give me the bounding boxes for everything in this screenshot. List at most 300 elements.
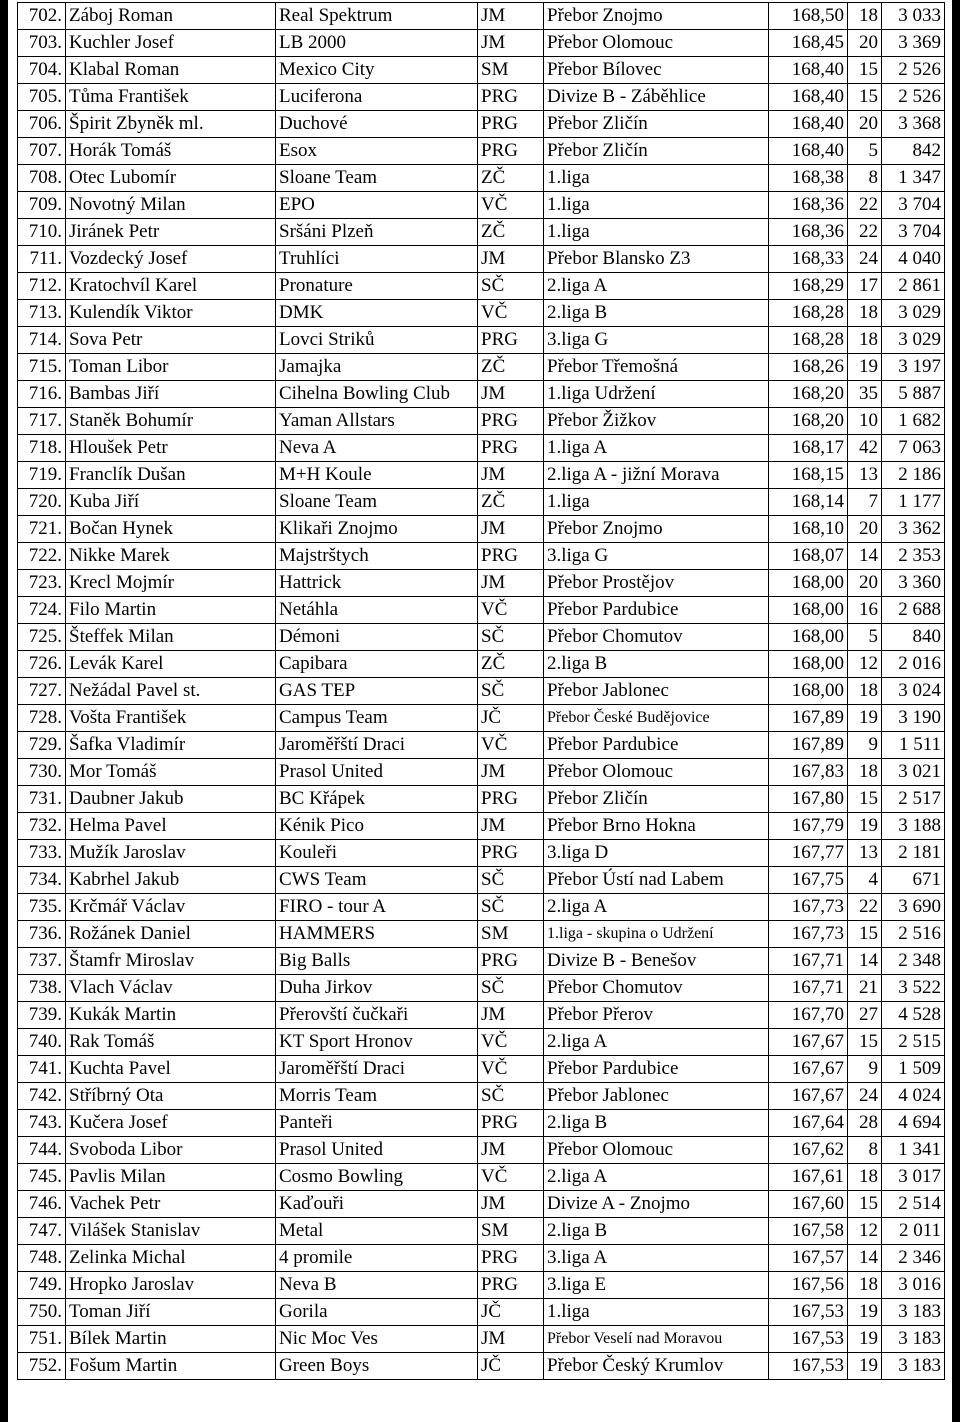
pins-cell: 2 526 <box>882 57 945 84</box>
table-row <box>18 84 945 111</box>
league-cell: Přebor Blansko Z3 <box>544 246 769 273</box>
rank-cell: 739. <box>18 1002 66 1029</box>
rank-cell: 738. <box>18 975 66 1002</box>
team-cell: Lovci Striků <box>276 327 478 354</box>
league-cell: 1.liga <box>544 1299 769 1326</box>
player-name-cell: Franclík Dušan <box>66 462 276 489</box>
pins-cell: 2 514 <box>882 1191 945 1218</box>
player-name-cell: Vozdecký Josef <box>66 246 276 273</box>
average-cell: 168,36 <box>769 219 848 246</box>
pins-cell: 3 188 <box>882 813 945 840</box>
region-cell: SČ <box>478 867 544 894</box>
team-cell: LB 2000 <box>276 30 478 57</box>
player-name-cell: Helma Pavel <box>66 813 276 840</box>
pins-cell: 4 528 <box>882 1002 945 1029</box>
rank-cell: 709. <box>18 192 66 219</box>
player-name-cell: Sova Petr <box>66 327 276 354</box>
table-row <box>18 597 945 624</box>
pins-cell: 3 704 <box>882 192 945 219</box>
games-cell: 20 <box>848 570 882 597</box>
region-cell: SM <box>478 1218 544 1245</box>
games-cell: 13 <box>848 840 882 867</box>
team-cell: Esox <box>276 138 478 165</box>
player-name-cell: Kuchta Pavel <box>66 1056 276 1083</box>
pins-cell: 3 197 <box>882 354 945 381</box>
average-cell: 168,36 <box>769 192 848 219</box>
team-cell: EPO <box>276 192 478 219</box>
table-row <box>18 192 945 219</box>
table-row <box>18 138 945 165</box>
region-cell: ZČ <box>478 651 544 678</box>
table-row <box>18 219 945 246</box>
region-cell: VČ <box>478 300 544 327</box>
player-name-cell: Šafka Vladimír <box>66 732 276 759</box>
team-cell: Capibara <box>276 651 478 678</box>
games-cell: 24 <box>848 1083 882 1110</box>
player-name-cell: Rožánek Daniel <box>66 921 276 948</box>
games-cell: 27 <box>848 1002 882 1029</box>
team-cell: Sloane Team <box>276 489 478 516</box>
team-cell: Campus Team <box>276 705 478 732</box>
league-cell: 2.liga A <box>544 1164 769 1191</box>
region-cell: SČ <box>478 678 544 705</box>
player-name-cell: Bočan Hynek <box>66 516 276 543</box>
rank-cell: 725. <box>18 624 66 651</box>
team-cell: Duchové <box>276 111 478 138</box>
average-cell: 168,00 <box>769 570 848 597</box>
rank-cell: 727. <box>18 678 66 705</box>
rank-cell: 731. <box>18 786 66 813</box>
games-cell: 19 <box>848 813 882 840</box>
region-cell: JM <box>478 516 544 543</box>
league-cell: 1.liga <box>544 192 769 219</box>
region-cell: PRG <box>478 1245 544 1272</box>
player-name-cell: Daubner Jakub <box>66 786 276 813</box>
region-cell: SČ <box>478 624 544 651</box>
games-cell: 15 <box>848 57 882 84</box>
games-cell: 8 <box>848 1137 882 1164</box>
average-cell: 168,00 <box>769 678 848 705</box>
team-cell: GAS TEP <box>276 678 478 705</box>
league-cell: 2.liga A - jižní Morava <box>544 462 769 489</box>
team-cell: Jaroměřští Draci <box>276 1056 478 1083</box>
team-cell: KT Sport Hronov <box>276 1029 478 1056</box>
rank-cell: 722. <box>18 543 66 570</box>
average-cell: 167,71 <box>769 975 848 1002</box>
pins-cell: 2 011 <box>882 1218 945 1245</box>
average-cell: 168,17 <box>769 435 848 462</box>
average-cell: 168,00 <box>769 624 848 651</box>
league-cell: 1.liga A <box>544 435 769 462</box>
player-name-cell: Krčmář Václav <box>66 894 276 921</box>
table-row <box>18 516 945 543</box>
games-cell: 14 <box>848 543 882 570</box>
pins-cell: 3 360 <box>882 570 945 597</box>
player-name-cell: Filo Martin <box>66 597 276 624</box>
league-cell: 3.liga D <box>544 840 769 867</box>
games-cell: 20 <box>848 516 882 543</box>
region-cell: JM <box>478 246 544 273</box>
rank-cell: 746. <box>18 1191 66 1218</box>
league-cell: 2.liga B <box>544 1110 769 1137</box>
player-name-cell: Nikke Marek <box>66 543 276 570</box>
games-cell: 19 <box>848 1299 882 1326</box>
rank-cell: 745. <box>18 1164 66 1191</box>
average-cell: 167,67 <box>769 1056 848 1083</box>
games-cell: 22 <box>848 192 882 219</box>
player-name-cell: Kratochvíl Karel <box>66 273 276 300</box>
games-cell: 22 <box>848 219 882 246</box>
league-cell: Přebor Olomouc <box>544 30 769 57</box>
pins-cell: 671 <box>882 867 945 894</box>
average-cell: 167,53 <box>769 1299 848 1326</box>
games-cell: 15 <box>848 1029 882 1056</box>
player-name-cell: Hropko Jaroslav <box>66 1272 276 1299</box>
pins-cell: 2 516 <box>882 921 945 948</box>
rank-cell: 708. <box>18 165 66 192</box>
player-name-cell: Nežádal Pavel st. <box>66 678 276 705</box>
table-row <box>18 678 945 705</box>
games-cell: 19 <box>848 354 882 381</box>
pins-cell: 3 029 <box>882 300 945 327</box>
table-row <box>18 246 945 273</box>
average-cell: 167,75 <box>769 867 848 894</box>
region-cell: PRG <box>478 543 544 570</box>
pins-cell: 2 861 <box>882 273 945 300</box>
pins-cell: 3 704 <box>882 219 945 246</box>
average-cell: 167,56 <box>769 1272 848 1299</box>
average-cell: 167,60 <box>769 1191 848 1218</box>
pins-cell: 3 017 <box>882 1164 945 1191</box>
rank-cell: 705. <box>18 84 66 111</box>
region-cell: JM <box>478 1137 544 1164</box>
table-row <box>18 975 945 1002</box>
rank-cell: 707. <box>18 138 66 165</box>
team-cell: Přerovští čučkaři <box>276 1002 478 1029</box>
league-cell: 1.liga <box>544 219 769 246</box>
average-cell: 168,50 <box>769 3 848 30</box>
games-cell: 24 <box>848 246 882 273</box>
team-cell: Yaman Allstars <box>276 408 478 435</box>
league-cell: Přebor Přerov <box>544 1002 769 1029</box>
team-cell: Kaďouři <box>276 1191 478 1218</box>
rank-cell: 737. <box>18 948 66 975</box>
region-cell: VČ <box>478 1164 544 1191</box>
pins-cell: 3 368 <box>882 111 945 138</box>
team-cell: Morris Team <box>276 1083 478 1110</box>
games-cell: 12 <box>848 1218 882 1245</box>
league-cell: Přebor České Budějovice <box>544 705 769 732</box>
table-row <box>18 300 945 327</box>
average-cell: 167,83 <box>769 759 848 786</box>
rank-cell: 751. <box>18 1326 66 1353</box>
region-cell: VČ <box>478 1029 544 1056</box>
average-cell: 168,00 <box>769 651 848 678</box>
team-cell: CWS Team <box>276 867 478 894</box>
average-cell: 167,77 <box>769 840 848 867</box>
pins-cell: 1 511 <box>882 732 945 759</box>
player-name-cell: Rak Tomáš <box>66 1029 276 1056</box>
team-cell: Duha Jirkov <box>276 975 478 1002</box>
rank-cell: 706. <box>18 111 66 138</box>
league-cell: Přebor Znojmo <box>544 516 769 543</box>
player-name-cell: Bambas Jiří <box>66 381 276 408</box>
pins-cell: 3 183 <box>882 1299 945 1326</box>
league-cell: Přebor Jablonec <box>544 678 769 705</box>
region-cell: SČ <box>478 1083 544 1110</box>
pins-cell: 840 <box>882 624 945 651</box>
team-cell: Mexico City <box>276 57 478 84</box>
average-cell: 167,70 <box>769 1002 848 1029</box>
ranking-table <box>17 2 945 1380</box>
player-name-cell: Bílek Martin <box>66 1326 276 1353</box>
rank-cell: 715. <box>18 354 66 381</box>
average-cell: 167,71 <box>769 948 848 975</box>
average-cell: 167,89 <box>769 705 848 732</box>
team-cell: Cosmo Bowling <box>276 1164 478 1191</box>
games-cell: 18 <box>848 759 882 786</box>
pins-cell: 2 016 <box>882 651 945 678</box>
team-cell: Green Boys <box>276 1353 478 1380</box>
team-cell: HAMMERS <box>276 921 478 948</box>
rank-cell: 718. <box>18 435 66 462</box>
player-name-cell: Klabal Roman <box>66 57 276 84</box>
league-cell: Přebor Pardubice <box>544 1056 769 1083</box>
team-cell: Jamajka <box>276 354 478 381</box>
league-cell: 2.liga A <box>544 1029 769 1056</box>
table-row <box>18 1191 945 1218</box>
team-cell: Hattrick <box>276 570 478 597</box>
rank-cell: 752. <box>18 1353 66 1380</box>
rank-cell: 744. <box>18 1137 66 1164</box>
table-row <box>18 1110 945 1137</box>
table-row <box>18 435 945 462</box>
region-cell: JM <box>478 570 544 597</box>
league-cell: 2.liga A <box>544 894 769 921</box>
region-cell: VČ <box>478 732 544 759</box>
games-cell: 17 <box>848 273 882 300</box>
games-cell: 18 <box>848 327 882 354</box>
table-row <box>18 408 945 435</box>
region-cell: ZČ <box>478 354 544 381</box>
table-row <box>18 624 945 651</box>
player-name-cell: Špirit Zbyněk ml. <box>66 111 276 138</box>
player-name-cell: Staněk Bohumír <box>66 408 276 435</box>
pins-cell: 3 522 <box>882 975 945 1002</box>
average-cell: 168,40 <box>769 111 848 138</box>
region-cell: PRG <box>478 1272 544 1299</box>
average-cell: 168,00 <box>769 597 848 624</box>
pins-cell: 5 887 <box>882 381 945 408</box>
player-name-cell: Svoboda Libor <box>66 1137 276 1164</box>
games-cell: 9 <box>848 732 882 759</box>
league-cell: Přebor Prostějov <box>544 570 769 597</box>
league-cell: Přebor Bílovec <box>544 57 769 84</box>
rank-cell: 702. <box>18 3 66 30</box>
team-cell: Neva B <box>276 1272 478 1299</box>
games-cell: 19 <box>848 1326 882 1353</box>
games-cell: 22 <box>848 894 882 921</box>
rank-cell: 728. <box>18 705 66 732</box>
average-cell: 167,57 <box>769 1245 848 1272</box>
player-name-cell: Mužík Jaroslav <box>66 840 276 867</box>
table-row <box>18 840 945 867</box>
average-cell: 167,53 <box>769 1326 848 1353</box>
rank-cell: 714. <box>18 327 66 354</box>
league-cell: Přebor Žižkov <box>544 408 769 435</box>
player-name-cell: Vlach Václav <box>66 975 276 1002</box>
table-row <box>18 273 945 300</box>
table-row <box>18 354 945 381</box>
player-name-cell: Tůma František <box>66 84 276 111</box>
average-cell: 167,61 <box>769 1164 848 1191</box>
region-cell: JM <box>478 3 544 30</box>
pins-cell: 3 183 <box>882 1326 945 1353</box>
rank-cell: 721. <box>18 516 66 543</box>
pins-cell: 2 517 <box>882 786 945 813</box>
pins-cell: 1 341 <box>882 1137 945 1164</box>
region-cell: JČ <box>478 1353 544 1380</box>
rank-cell: 711. <box>18 246 66 273</box>
table-row <box>18 327 945 354</box>
games-cell: 35 <box>848 381 882 408</box>
league-cell: 3.liga A <box>544 1245 769 1272</box>
region-cell: JM <box>478 1191 544 1218</box>
league-cell: 1.liga <box>544 489 769 516</box>
average-cell: 168,26 <box>769 354 848 381</box>
region-cell: ZČ <box>478 165 544 192</box>
rank-cell: 748. <box>18 1245 66 1272</box>
team-cell: Cihelna Bowling Club <box>276 381 478 408</box>
league-cell: Přebor Zličín <box>544 111 769 138</box>
average-cell: 168,40 <box>769 57 848 84</box>
league-cell: Přebor Brno Hokna <box>544 813 769 840</box>
player-name-cell: Toman Libor <box>66 354 276 381</box>
games-cell: 14 <box>848 1245 882 1272</box>
table-row <box>18 570 945 597</box>
games-cell: 14 <box>848 948 882 975</box>
team-cell: Panteři <box>276 1110 478 1137</box>
average-cell: 168,10 <box>769 516 848 543</box>
team-cell: Klikaři Znojmo <box>276 516 478 543</box>
player-name-cell: Vošta František <box>66 705 276 732</box>
pins-cell: 3 369 <box>882 30 945 57</box>
league-cell: Divize B - Benešov <box>544 948 769 975</box>
average-cell: 168,40 <box>769 138 848 165</box>
games-cell: 20 <box>848 30 882 57</box>
player-name-cell: Šteffek Milan <box>66 624 276 651</box>
league-cell: Přebor Chomutov <box>544 975 769 1002</box>
games-cell: 7 <box>848 489 882 516</box>
games-cell: 42 <box>848 435 882 462</box>
table-row <box>18 1218 945 1245</box>
team-cell: Metal <box>276 1218 478 1245</box>
rank-cell: 733. <box>18 840 66 867</box>
rank-cell: 704. <box>18 57 66 84</box>
pins-cell: 1 347 <box>882 165 945 192</box>
region-cell: JČ <box>478 705 544 732</box>
rank-cell: 735. <box>18 894 66 921</box>
table-row <box>18 1326 945 1353</box>
region-cell: PRG <box>478 786 544 813</box>
ranking-rows <box>18 3 945 1380</box>
player-name-cell: Otec Lubomír <box>66 165 276 192</box>
right-page-border <box>952 0 960 1422</box>
player-name-cell: Levák Karel <box>66 651 276 678</box>
pins-cell: 2 348 <box>882 948 945 975</box>
region-cell: VČ <box>478 597 544 624</box>
league-cell: Přebor Chomutov <box>544 624 769 651</box>
pins-cell: 3 190 <box>882 705 945 732</box>
team-cell: Real Spektrum <box>276 3 478 30</box>
rank-cell: 719. <box>18 462 66 489</box>
region-cell: PRG <box>478 408 544 435</box>
league-cell: 2.liga B <box>544 651 769 678</box>
rank-cell: 729. <box>18 732 66 759</box>
league-cell: 1.liga - skupina o Udržení <box>544 921 769 948</box>
pins-cell: 1 177 <box>882 489 945 516</box>
average-cell: 168,40 <box>769 84 848 111</box>
region-cell: SČ <box>478 975 544 1002</box>
region-cell: PRG <box>478 327 544 354</box>
rank-cell: 747. <box>18 1218 66 1245</box>
league-cell: Přebor Znojmo <box>544 3 769 30</box>
region-cell: SM <box>478 921 544 948</box>
region-cell: PRG <box>478 111 544 138</box>
league-cell: 2.liga B <box>544 1218 769 1245</box>
team-cell: Gorila <box>276 1299 478 1326</box>
table-row <box>18 1245 945 1272</box>
games-cell: 18 <box>848 678 882 705</box>
pins-cell: 2 688 <box>882 597 945 624</box>
pins-cell: 2 526 <box>882 84 945 111</box>
rank-cell: 710. <box>18 219 66 246</box>
player-name-cell: Vilášek Stanislav <box>66 1218 276 1245</box>
average-cell: 168,33 <box>769 246 848 273</box>
team-cell: BC Křápek <box>276 786 478 813</box>
player-name-cell: Vachek Petr <box>66 1191 276 1218</box>
league-cell: Přebor Zličín <box>544 138 769 165</box>
region-cell: ZČ <box>478 219 544 246</box>
table-row <box>18 3 945 30</box>
league-cell: Přebor Pardubice <box>544 597 769 624</box>
pins-cell: 4 024 <box>882 1083 945 1110</box>
games-cell: 16 <box>848 597 882 624</box>
region-cell: PRG <box>478 1110 544 1137</box>
pins-cell: 4 694 <box>882 1110 945 1137</box>
team-cell: Truhlíci <box>276 246 478 273</box>
team-cell: DMK <box>276 300 478 327</box>
rank-cell: 726. <box>18 651 66 678</box>
region-cell: JM <box>478 1002 544 1029</box>
table-row <box>18 543 945 570</box>
team-cell: Luciferona <box>276 84 478 111</box>
league-cell: 1.liga Udržení <box>544 381 769 408</box>
player-name-cell: Kabrhel Jakub <box>66 867 276 894</box>
rank-cell: 717. <box>18 408 66 435</box>
games-cell: 20 <box>848 111 882 138</box>
games-cell: 13 <box>848 462 882 489</box>
average-cell: 167,62 <box>769 1137 848 1164</box>
table-row <box>18 948 945 975</box>
average-cell: 167,73 <box>769 921 848 948</box>
region-cell: JM <box>478 30 544 57</box>
pins-cell: 3 021 <box>882 759 945 786</box>
table-row <box>18 1029 945 1056</box>
games-cell: 4 <box>848 867 882 894</box>
league-cell: 3.liga G <box>544 327 769 354</box>
team-cell: Sršáni Plzeň <box>276 219 478 246</box>
